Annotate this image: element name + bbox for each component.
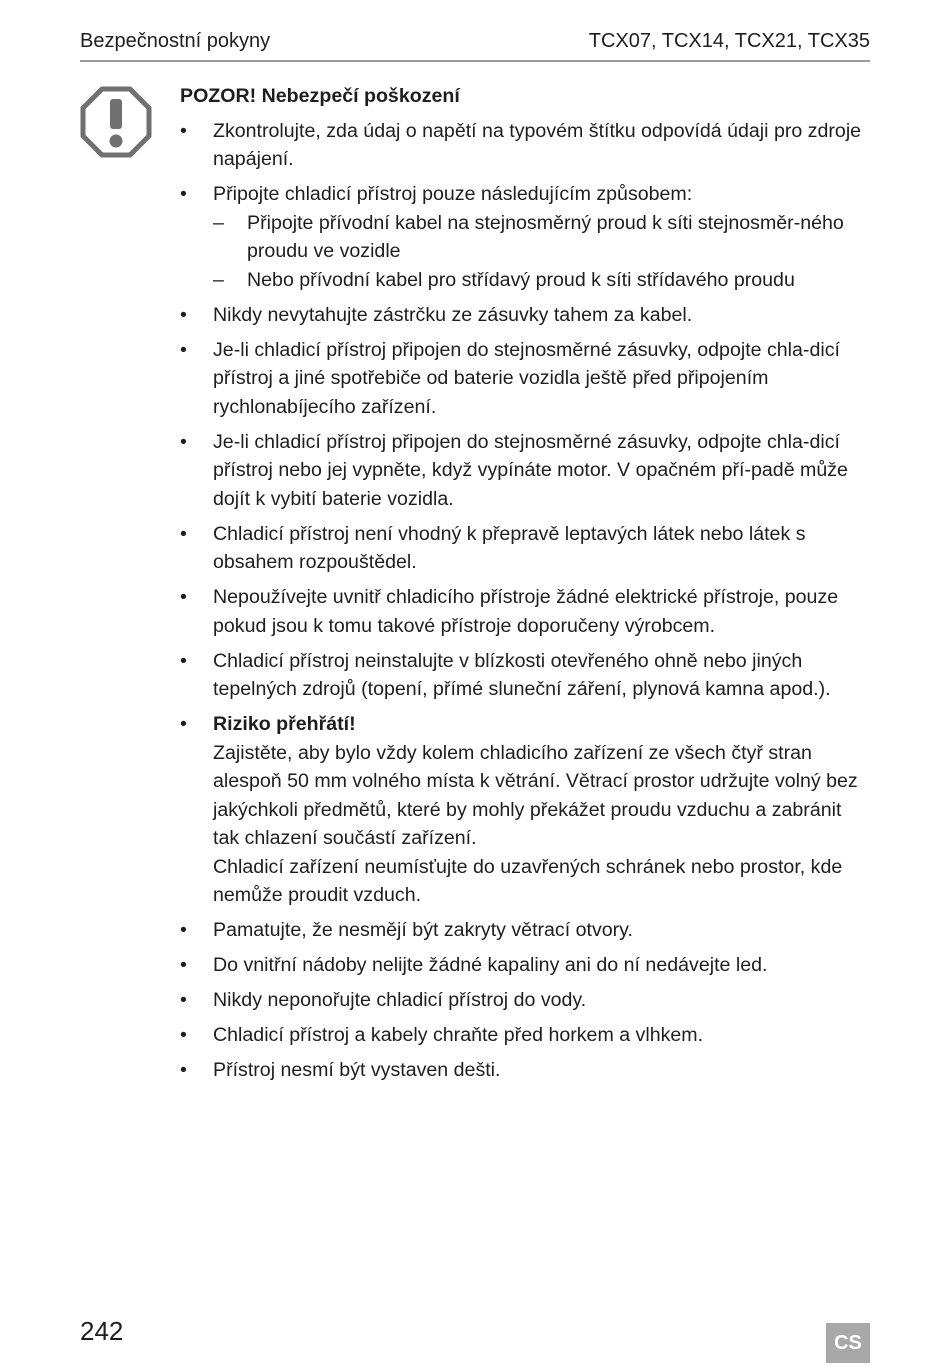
overheat-text-2: Chladicí zařízení neumísťujte do uzavřených schránek nebo prostor, kde nemůže proudit vzduch. xyxy=(213,855,843,906)
page-header xyxy=(80,30,870,62)
connection-options-list xyxy=(213,209,870,295)
list-item: • Nikdy neponořujte chladicí přístroj do vody. xyxy=(180,986,870,1015)
overheat-text-1: Zajistěte, aby bylo vždy kolem chladicího zařízení ze všech čtyř stran alespoň 50 mm volného místa k větrání. Větrací prostor udržujte volný bez jakýchkoli předmětů, které by mohly překážet proudu vzduchu a zabránit tak chlazení součástí zařízení. xyxy=(213,741,858,849)
list-item: • Přístroj nesmí být vystaven dešti. xyxy=(180,1056,870,1085)
list-item: • Chladicí přístroj a kabely chraňte před horkem a vlhkem. xyxy=(180,1021,870,1050)
exclamation-octagon-icon xyxy=(80,86,152,158)
sub-list-item: – Připojte přívodní kabel na stejnosměrný proud k síti stejnosměr-ného proudu ve vozidle xyxy=(213,209,870,266)
section-title: Bezpečnostní pokyny xyxy=(80,30,271,52)
list-item: • Je-li chladicí přístroj připojen do stejnosměrné zásuvky, odpojte chla-dicí přístroj a jiné spotřebiče od baterie vozidla ještě před připojením rychlonabíjecího zařízení. xyxy=(180,336,870,422)
list-item: • Nepoužívejte uvnitř chladicího přístroje žádné elektrické přístroje, pouze pokud jsou k tomu takové přístroje doporučeny výrobcem. xyxy=(180,583,870,640)
list-item: • Chladicí přístroj není vhodný k přepravě leptavých látek nebo látek s obsahem rozpouštědel. xyxy=(180,520,870,577)
page-number: 242 xyxy=(80,1316,124,1346)
list-item xyxy=(180,710,870,910)
language-badge: CS xyxy=(826,1323,870,1363)
model-list: TCX07, TCX14, TCX21, TCX35 xyxy=(588,30,870,52)
list-item: • Pamatujte, že nesmějí být zakryty větrací otvory. xyxy=(180,916,870,945)
overheat-title: • Riziko přehřátí! xyxy=(213,713,356,735)
list-item xyxy=(180,180,870,294)
list-item: • Je-li chladicí přístroj připojen do stejnosměrné zásuvky, odpojte chla-dicí přístroj nebo jej vypněte, když vypínáte motor. V opačném pří-padě může dojít k vybití baterie vozidla. xyxy=(180,428,870,514)
list-item: • Nikdy nevytahujte zástrčku ze zásuvky tahem za kabel. xyxy=(180,301,870,330)
safety-content xyxy=(180,82,870,1091)
safety-list xyxy=(180,117,870,1085)
list-item: • Chladicí přístroj neinstalujte v blízkosti otevřeného ohně nebo jiných tepelných zdrojů (topení, přímé sluneční záření, plynová kamna apod.). xyxy=(180,647,870,704)
list-item: • Do vnitřní nádoby nelijte žádné kapaliny ani do ní nedávejte led. xyxy=(180,951,870,980)
list-item: • Zkontrolujte, zda údaj o napětí na typovém štítku odpovídá údaji pro zdroje napájení. xyxy=(180,117,870,174)
warning-heading: POZOR! Nebezpečí poškození xyxy=(180,85,460,107)
list-item-text: • Připojte chladicí přístroj pouze následujícím způsobem: xyxy=(213,183,693,205)
sub-list-item: – Nebo přívodní kabel pro střídavý proud k síti střídavého proudu xyxy=(213,266,870,295)
